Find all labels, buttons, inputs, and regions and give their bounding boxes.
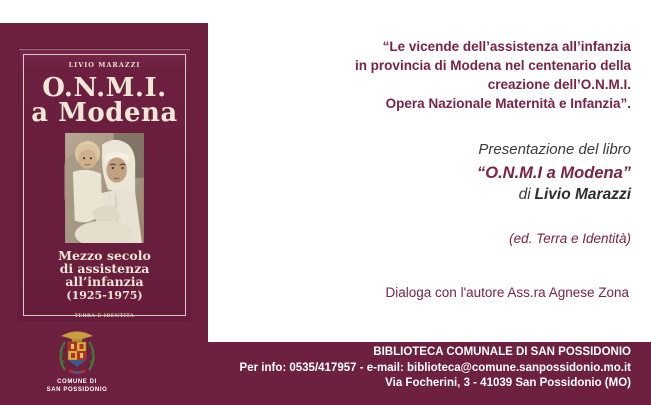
- book-cover-author: LIVIO MARAZZI: [68, 61, 141, 69]
- san-possidonio-coat-of-arms-icon: [57, 330, 97, 376]
- book-cover-years: (1925-1975): [66, 289, 143, 302]
- book-title-line1: O.N.M.I.: [42, 73, 167, 103]
- municipality-label-line1: COMUNE DI: [57, 379, 97, 385]
- headline-line1: “Le vicende dell’assistenza all’infanzia: [382, 39, 631, 54]
- book-cover-title: [31, 73, 178, 128]
- municipality-block: [27, 330, 127, 394]
- book-cover: [19, 49, 190, 320]
- presentation-book-title: “O.N.M.I a Modena”: [476, 163, 631, 182]
- municipality-label-line2: SAN POSSIDONIO: [46, 386, 108, 393]
- headline-line3: creazione dell’O.N.M.I.: [487, 77, 631, 92]
- dialog-line: Dialoga con l'autore Ass.ra Agnese Zona: [385, 285, 629, 300]
- headline-line4: Opera Nazionale Maternità e Infanzia”.: [385, 96, 631, 111]
- presentation-intro: Presentazione del libro: [478, 141, 631, 158]
- book-subtitle-line1: Mezzo secolo: [58, 248, 151, 263]
- municipality-label: [27, 379, 127, 394]
- headline-line2: in provincia di Modena nel centenario della: [354, 58, 631, 73]
- presentation-block: [477, 139, 631, 207]
- footer-library-name: BIBLIOTECA COMUNALE DI SAN POSSIDONIO: [373, 346, 631, 358]
- book-cover-subtitle: [19, 249, 190, 288]
- footer-address-line: Via Focherini, 3 - 41039 San Possidonio (MO): [385, 377, 631, 389]
- footer-contact-line: Per info: 0535/417957 - e-mail: biblioteca@comune.sanpossidonio.mo.it: [239, 361, 631, 374]
- author-name: Livio Marazzi: [534, 186, 631, 203]
- nurse-holding-baby-photo: [64, 133, 145, 243]
- book-title-line2: a Modena: [31, 98, 178, 128]
- author-prefix: di: [518, 186, 531, 203]
- book-subtitle-line2: di assistenza all’infanzia: [59, 261, 150, 289]
- book-cover-publisher: TERRA E IDENTITÀ: [74, 313, 135, 319]
- headline-quote: [355, 37, 631, 113]
- presentation-author-line: [477, 184, 631, 207]
- footer-contact-block: [240, 345, 631, 392]
- edition-line: (ed. Terra e Identità): [509, 231, 631, 246]
